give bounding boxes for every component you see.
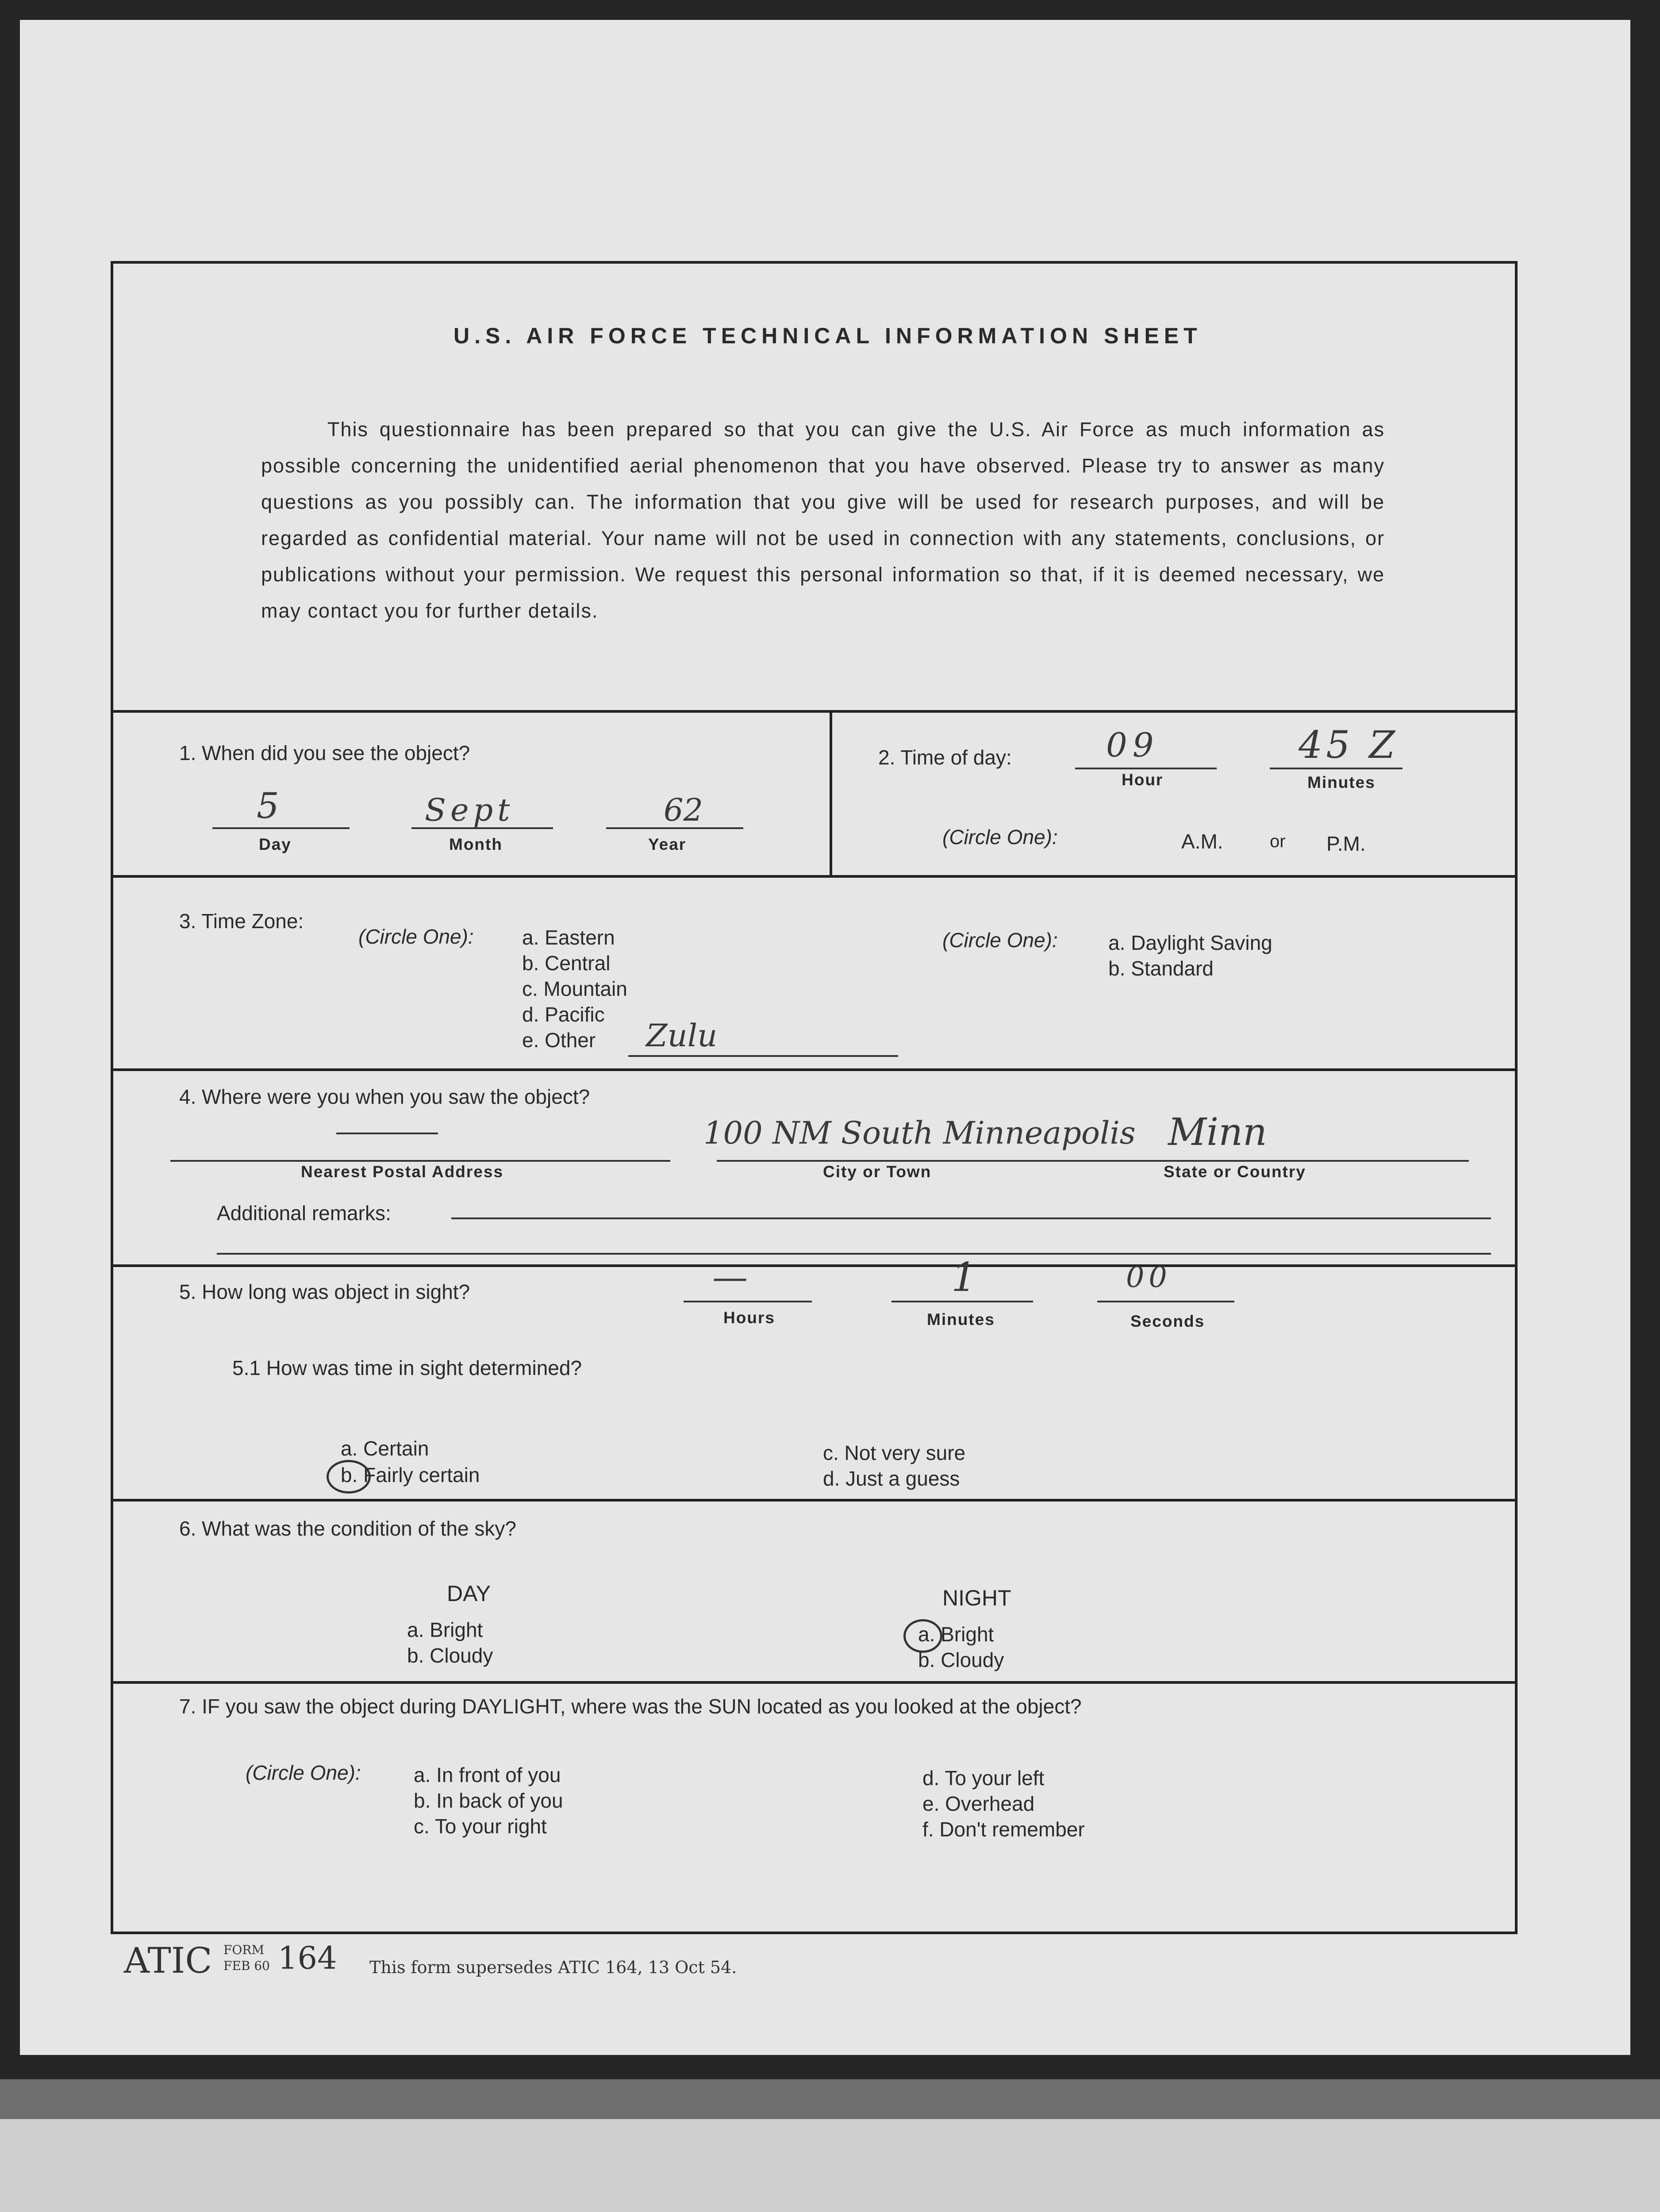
q5-seconds-value: 00 [1126, 1261, 1172, 1294]
intro-text: This questionnaire has been prepared so that you can give the U.S. Air Force as much information as possible concerning the unidentified aerial phenomenon that you have observed. Please try to answer as many questions as you possibly can. The information that you give will be used for research purposes, and will be regarded as confidential material. Your name will not be used in connection with any statements, conclusions, or publications without your permission. We request this personal information so that, if it is deemed necessary, we may contact you for further details. [261, 418, 1385, 622]
q5-minutes-line [891, 1301, 1033, 1302]
q2-am: A.M. [1181, 830, 1223, 853]
q4-city-label: City or Town [823, 1163, 932, 1181]
q2-minutes-value: 45 Z [1299, 723, 1399, 767]
q3-option-other: e. Other [522, 1029, 596, 1052]
lower-background [0, 2119, 1660, 2212]
q7-option-in-back: b. In back of you [414, 1789, 563, 1812]
divider-q5 [111, 1499, 1518, 1502]
frame-top [111, 261, 1518, 264]
q7-option-overhead: e. Overhead [922, 1792, 1035, 1815]
q6-night-option-cloudy: b. Cloudy [918, 1648, 1004, 1671]
q3-question: 3. Time Zone: [179, 910, 304, 933]
q3-option-pacific: d. Pacific [522, 1003, 605, 1026]
q6-day-option-bright: a. Bright [407, 1618, 483, 1641]
q1-day-line [212, 827, 350, 829]
q1-day-label: Day [259, 835, 292, 853]
q5-minutes-label: Minutes [927, 1310, 995, 1329]
q3-circle-one-right: (Circle One): [942, 929, 1058, 952]
q5-sub-question: 5.1 How was time in sight determined? [232, 1356, 582, 1379]
q4-address-line [170, 1160, 670, 1162]
divider-q6 [111, 1681, 1518, 1684]
q3-option-central: b. Central [522, 952, 611, 975]
q5-option-fairly-certain: b. Fairly certain [341, 1463, 480, 1486]
q2-minutes-line [1270, 768, 1403, 769]
q4-question: 4. Where were you when you saw the object? [179, 1085, 590, 1108]
divider-q1-q2 [830, 710, 832, 876]
q4-address-label: Nearest Postal Address [301, 1163, 504, 1181]
q1-month-line [411, 827, 553, 829]
q7-option-to-left: d. To your left [922, 1767, 1045, 1790]
q4-city-state-line [717, 1160, 1469, 1162]
intro-paragraph [261, 411, 1385, 629]
q7-question: 7. IF you saw the object during DAYLIGHT, where was the SUN located as you looked at the object? [179, 1695, 1082, 1718]
q7-option-in-front: a. In front of you [414, 1763, 561, 1786]
q3-option-standard: b. Standard [1108, 957, 1214, 980]
q7-circle-one: (Circle One): [246, 1761, 361, 1784]
q6-day-option-cloudy: b. Cloudy [407, 1644, 493, 1667]
q4-remarks-label: Additional remarks: [217, 1202, 391, 1225]
q1-day-value: 5 [257, 785, 279, 826]
q5-question: 5. How long was object in sight? [179, 1280, 470, 1303]
q2-hour-line [1075, 768, 1217, 769]
q5-hours-value: — [712, 1256, 748, 1298]
q2-minutes-label: Minutes [1307, 773, 1376, 791]
q5-option-certain: a. Certain [341, 1437, 429, 1460]
q4-address-dash [336, 1133, 438, 1134]
q1-year-value: 62 [664, 792, 703, 828]
footer-form-word: FORM [223, 1943, 265, 1957]
footer-form-date: FEB 60 [223, 1959, 270, 1973]
film-edge-strip [0, 2079, 1660, 2119]
q7-option-to-right: c. To your right [414, 1815, 547, 1838]
footer-supersedes: This form supersedes ATIC 164, 13 Oct 54. [369, 1958, 737, 1977]
q1-year-label: Year [648, 835, 687, 853]
q5-seconds-label: Seconds [1130, 1312, 1205, 1330]
divider-q4 [111, 1264, 1518, 1267]
q3-other-line [628, 1055, 898, 1057]
q5-hours-label: Hours [723, 1309, 775, 1327]
q5-option-just-a-guess: d. Just a guess [823, 1467, 960, 1490]
q2-circle-one: (Circle One): [942, 826, 1058, 849]
footer-form-number: 164 [278, 1940, 337, 1976]
q1-year-line [606, 827, 743, 829]
q4-remarks-line-1 [451, 1217, 1491, 1219]
frame-bottom [111, 1932, 1518, 1934]
q1-month-value: Sept [425, 792, 515, 828]
q3-option-eastern: a. Eastern [522, 926, 615, 949]
q6-question: 6. What was the condition of the sky? [179, 1517, 516, 1540]
q2-pm: P.M. [1326, 832, 1366, 855]
q6-day-heading: DAY [447, 1581, 491, 1606]
q5-option-not-very-sure: c. Not very sure [823, 1441, 966, 1464]
divider-header [111, 710, 1518, 713]
q1-question: 1. When did you see the object? [179, 741, 470, 764]
q3-circle-one-left: (Circle One): [358, 925, 474, 948]
q7-option-dont-remember: f. Don't remember [922, 1818, 1085, 1841]
q1-month-label: Month [449, 835, 503, 853]
q3-option-mountain: c. Mountain [522, 977, 627, 1000]
q5-seconds-line [1097, 1301, 1234, 1302]
q5-hours-line [684, 1301, 812, 1302]
q5-selection-circle [327, 1460, 371, 1494]
q4-state-value: Minn [1168, 1110, 1267, 1154]
q2-question: 2. Time of day: [878, 746, 1012, 769]
q2-hour-label: Hour [1122, 771, 1164, 789]
divider-q1 [111, 875, 1518, 878]
q4-city-value: 100 NM South Minneapolis [703, 1115, 1136, 1151]
q3-option-daylight-saving: a. Daylight Saving [1108, 931, 1272, 954]
q2-hour-value: 09 [1106, 726, 1159, 764]
q6-night-heading: NIGHT [942, 1586, 1011, 1610]
q3-other-value: Zulu [646, 1018, 718, 1054]
q5-minutes-value: 1 [951, 1254, 977, 1301]
q6-night-option-bright: a. Bright [918, 1623, 994, 1646]
footer-atic: ATIC [124, 1940, 212, 1981]
q4-remarks-line-2 [217, 1253, 1491, 1255]
divider-q3 [111, 1068, 1518, 1071]
form-title: U.S. AIR FORCE TECHNICAL INFORMATION SHEET [453, 323, 1202, 348]
q6-selection-circle [903, 1619, 942, 1653]
q2-or: or [1270, 832, 1286, 851]
q4-state-label: State or Country [1164, 1163, 1306, 1181]
